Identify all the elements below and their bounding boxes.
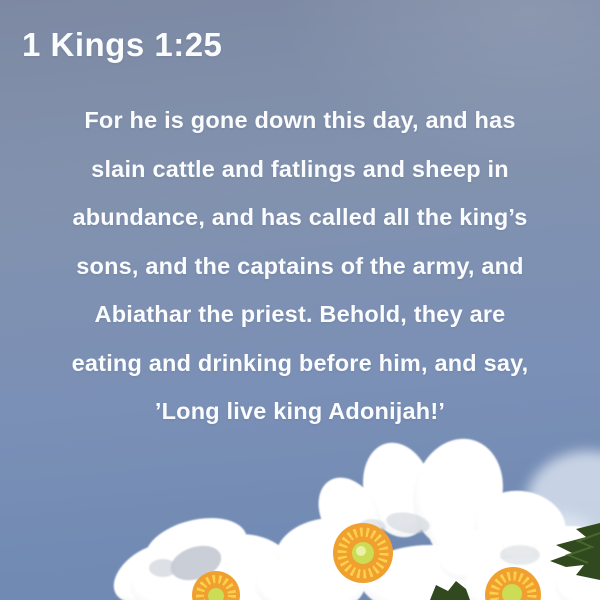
- petal-shadow: [500, 545, 540, 565]
- petal-shadow: [149, 559, 177, 577]
- verse-line: For he is gone down this day, and has: [84, 107, 516, 133]
- verse-line: Abiathar the priest. Behold, they are: [94, 301, 506, 327]
- flower-center-disc-center: [333, 523, 393, 583]
- verse-text: [0, 96, 600, 436]
- verse-line: sons, and the captains of the army, and: [76, 252, 524, 279]
- verse-line: eating and drinking before him, and say,: [71, 349, 529, 376]
- verse-line: slain cattle and fatlings and sheep in: [91, 155, 509, 182]
- verse-reference: 1 Kings 1:25: [22, 26, 223, 63]
- verse-line: abundance, and has called all the king’s: [72, 204, 528, 230]
- verse-line: ’Long live king Adonijah!’: [154, 398, 446, 424]
- anemone-flowers-photo: [0, 415, 600, 600]
